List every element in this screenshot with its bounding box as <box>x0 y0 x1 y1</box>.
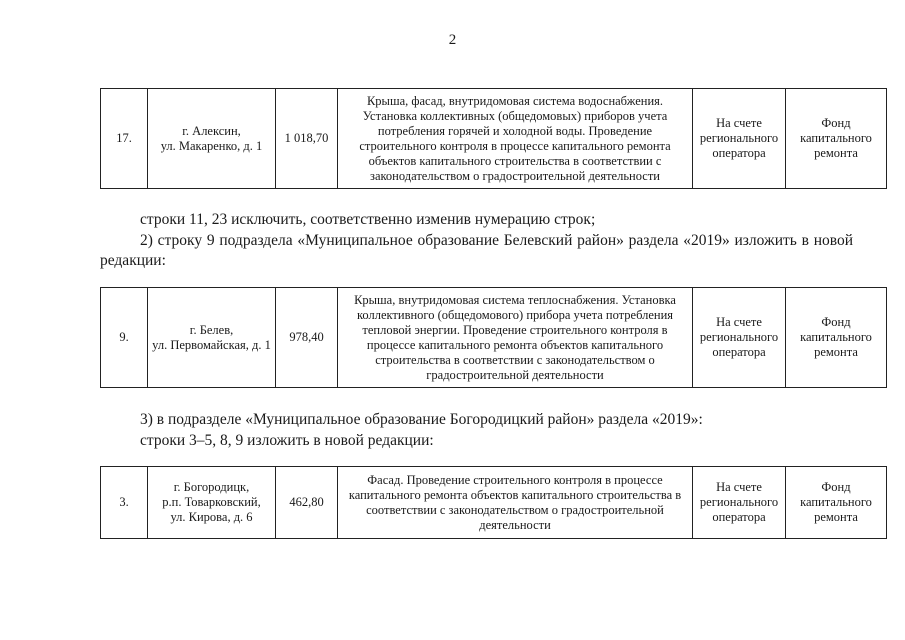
address-line: г. Алексин, <box>182 123 241 138</box>
address-line: г. Белев, <box>189 322 234 337</box>
operator-line: регионального <box>699 495 779 509</box>
operator-line: регионального <box>699 131 779 145</box>
paragraph-rows-new-edition: строки 3–5, 8, 9 изложить в новой редакции: <box>140 432 434 449</box>
operator-line: регионального <box>699 330 779 344</box>
address-cell <box>148 288 276 388</box>
fund-line: Фонд <box>821 315 851 329</box>
fund-line: капитального <box>800 131 872 145</box>
operator-line: На счете <box>716 480 762 494</box>
address-cell <box>148 89 276 189</box>
row-number: 9. <box>101 288 148 388</box>
table-row-bogoroditsk <box>100 466 887 539</box>
area-cell: 978,40 <box>276 288 338 388</box>
address-line: г. Богородицк, <box>173 480 250 494</box>
operator-line: На счете <box>716 315 762 329</box>
operator-cell <box>693 467 786 539</box>
fund-line: капитального <box>800 330 872 344</box>
table-row-alexin <box>100 88 887 189</box>
address-line: р.п. Товарковский, <box>162 495 261 509</box>
fund-line: Фонд <box>821 480 851 494</box>
fund-line: ремонта <box>814 146 858 160</box>
operator-cell <box>693 89 786 189</box>
row-number: 3. <box>101 467 148 539</box>
address-line: ул. Кирова, д. 6 <box>170 510 253 524</box>
address-cell <box>148 467 276 539</box>
operator-line: На счете <box>716 116 762 130</box>
address-line: ул. Макаренко, д. 1 <box>160 138 263 153</box>
fund-line: капитального <box>800 495 872 509</box>
row-number: 17. <box>101 89 148 189</box>
fund-cell <box>786 467 887 539</box>
address-line: ул. Первомайская, д. 1 <box>152 337 271 352</box>
works-cell: Крыша, внутридомовая система теплоснабжения. Установка коллективного (общедомового) прибора учета потребления тепловой энергии. Проведение строительного контроля в процессе капитального ремонта объектов капитального строительства в соответствии с законодательством о градостроительной деятельности <box>338 288 693 388</box>
paragraph-exclude-rows: строки 11, 23 исключить, соответственно изменив нумерацию строк; <box>140 211 596 228</box>
works-cell: Крыша, фасад, внутридомовая система водоснабжения. Установка коллективных (общедомовых) приборов учета потребления горячей и холодной воды. Проведение строительного контроля в процессе капитального ремонта объектов капитального строительства в соответствии с законодательством о градостроительной деятельности <box>338 89 693 189</box>
paragraph-belev-line1: 2) строку 9 подраздела «Муниципальное образование Белевский район» раздела «2019» изложить в новой <box>140 232 853 249</box>
fund-line: Фонд <box>821 116 851 130</box>
table-row-belev <box>100 287 887 388</box>
paragraph-bogoroditsk-intro: 3) в подразделе «Муниципальное образование Богородицкий район» раздела «2019»: <box>140 411 703 428</box>
works-cell: Фасад. Проведение строительного контроля в процессе капитального ремонта объектов капитального строительства в соответствии с законодательством о градостроительной деятельности <box>338 467 693 539</box>
page-number: 2 <box>448 32 457 48</box>
operator-line: оператора <box>712 345 766 359</box>
operator-cell <box>693 288 786 388</box>
fund-cell <box>786 288 887 388</box>
paragraph-belev-line2: редакции: <box>100 252 166 269</box>
operator-line: оператора <box>712 146 766 160</box>
area-cell: 1 018,70 <box>276 89 338 189</box>
fund-line: ремонта <box>814 345 858 359</box>
operator-line: оператора <box>712 510 766 524</box>
fund-line: ремонта <box>814 510 858 524</box>
fund-cell <box>786 89 887 189</box>
area-cell: 462,80 <box>276 467 338 539</box>
